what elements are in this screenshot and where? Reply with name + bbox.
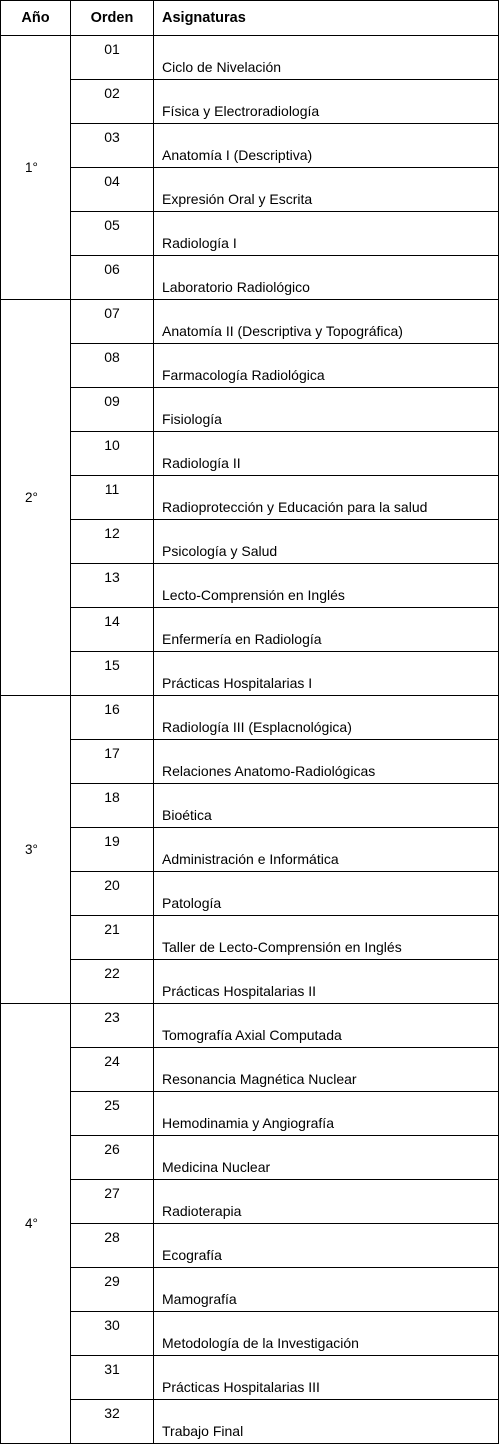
table-row — [1, 1048, 499, 1092]
table-row — [1, 300, 499, 344]
table-row — [1, 1180, 499, 1224]
table-row — [1, 652, 499, 696]
table-row — [1, 212, 499, 256]
subject-order: 01 — [71, 36, 154, 80]
header-anio: Año — [1, 1, 71, 36]
subject-order: 05 — [71, 212, 154, 256]
table-header — [1, 1, 499, 36]
table-row — [1, 1356, 499, 1400]
subject-order: 21 — [71, 916, 154, 960]
subject-name: Lecto-Comprensión en Inglés — [154, 564, 499, 608]
subject-order: 24 — [71, 1048, 154, 1092]
subject-order: 28 — [71, 1224, 154, 1268]
subject-order: 12 — [71, 520, 154, 564]
subject-name: Radiología II — [154, 432, 499, 476]
table-row — [1, 916, 499, 960]
subject-order: 04 — [71, 168, 154, 212]
subject-order: 19 — [71, 828, 154, 872]
table-row — [1, 740, 499, 784]
year-label: 1° — [1, 36, 71, 300]
subject-name: Expresión Oral y Escrita — [154, 168, 499, 212]
subject-name: Anatomía I (Descriptiva) — [154, 124, 499, 168]
table-row — [1, 828, 499, 872]
subject-order: 27 — [71, 1180, 154, 1224]
table-row — [1, 432, 499, 476]
subject-name: Física y Electroradiología — [154, 80, 499, 124]
subject-order: 17 — [71, 740, 154, 784]
subject-name: Trabajo Final — [154, 1400, 499, 1444]
subject-order: 22 — [71, 960, 154, 1004]
subject-name: Psicología y Salud — [154, 520, 499, 564]
table-row — [1, 388, 499, 432]
table-row — [1, 344, 499, 388]
table-row — [1, 1312, 499, 1356]
subject-name: Prácticas Hospitalarias II — [154, 960, 499, 1004]
subject-name: Mamografía — [154, 1268, 499, 1312]
table-row — [1, 1400, 499, 1444]
subject-order: 09 — [71, 388, 154, 432]
table-row — [1, 1136, 499, 1180]
table-row — [1, 696, 499, 740]
table-row — [1, 872, 499, 916]
table-row — [1, 476, 499, 520]
subject-name: Medicina Nuclear — [154, 1136, 499, 1180]
subject-order: 20 — [71, 872, 154, 916]
subject-name: Taller de Lecto-Comprensión en Inglés — [154, 916, 499, 960]
table-row — [1, 784, 499, 828]
table-row — [1, 608, 499, 652]
subject-name: Ecografía — [154, 1224, 499, 1268]
subject-order: 10 — [71, 432, 154, 476]
table-row — [1, 124, 499, 168]
subject-name: Fisiología — [154, 388, 499, 432]
subject-order: 26 — [71, 1136, 154, 1180]
subject-name: Prácticas Hospitalarias III — [154, 1356, 499, 1400]
table-body — [1, 36, 499, 1444]
subject-order: 08 — [71, 344, 154, 388]
subject-name: Laboratorio Radiológico — [154, 256, 499, 300]
subject-name: Metodología de la Investigación — [154, 1312, 499, 1356]
year-label: 4° — [1, 1004, 71, 1444]
table-row — [1, 564, 499, 608]
table-row — [1, 1092, 499, 1136]
header-row — [1, 1, 499, 36]
subject-name: Resonancia Magnética Nuclear — [154, 1048, 499, 1092]
subject-order: 07 — [71, 300, 154, 344]
subject-name: Hemodinamia y Angiografía — [154, 1092, 499, 1136]
subject-name: Radioprotección y Educación para la salud — [154, 476, 499, 520]
subject-name: Tomografía Axial Computada — [154, 1004, 499, 1048]
year-label: 3° — [1, 696, 71, 1004]
subject-name: Administración e Informática — [154, 828, 499, 872]
year-label: 2° — [1, 300, 71, 696]
subject-order: 18 — [71, 784, 154, 828]
subject-order: 16 — [71, 696, 154, 740]
subject-order: 03 — [71, 124, 154, 168]
subject-order: 31 — [71, 1356, 154, 1400]
subject-name: Prácticas Hospitalarias I — [154, 652, 499, 696]
subject-name: Farmacología Radiológica — [154, 344, 499, 388]
subject-order: 30 — [71, 1312, 154, 1356]
table-row — [1, 36, 499, 80]
subject-name: Radioterapia — [154, 1180, 499, 1224]
subject-order: 32 — [71, 1400, 154, 1444]
subject-name: Radiología I — [154, 212, 499, 256]
subject-order: 06 — [71, 256, 154, 300]
table-row — [1, 1268, 499, 1312]
table-row — [1, 960, 499, 1004]
header-orden: Orden — [71, 1, 154, 36]
subject-order: 29 — [71, 1268, 154, 1312]
subject-order: 23 — [71, 1004, 154, 1048]
subject-name: Bioética — [154, 784, 499, 828]
subject-order: 15 — [71, 652, 154, 696]
subject-name: Relaciones Anatomo-Radiológicas — [154, 740, 499, 784]
table-row — [1, 520, 499, 564]
subject-order: 11 — [71, 476, 154, 520]
subject-name: Anatomía II (Descriptiva y Topográfica) — [154, 300, 499, 344]
table-row — [1, 256, 499, 300]
subject-name: Patología — [154, 872, 499, 916]
subject-order: 13 — [71, 564, 154, 608]
table-row — [1, 1004, 499, 1048]
subject-order: 02 — [71, 80, 154, 124]
table-row — [1, 1224, 499, 1268]
header-asignaturas: Asignaturas — [154, 1, 499, 36]
subject-order: 25 — [71, 1092, 154, 1136]
table-row — [1, 80, 499, 124]
subject-order: 14 — [71, 608, 154, 652]
subject-name: Enfermería en Radiología — [154, 608, 499, 652]
subject-name: Ciclo de Nivelación — [154, 36, 499, 80]
subject-name: Radiología III (Esplacnológica) — [154, 696, 499, 740]
table-row — [1, 168, 499, 212]
